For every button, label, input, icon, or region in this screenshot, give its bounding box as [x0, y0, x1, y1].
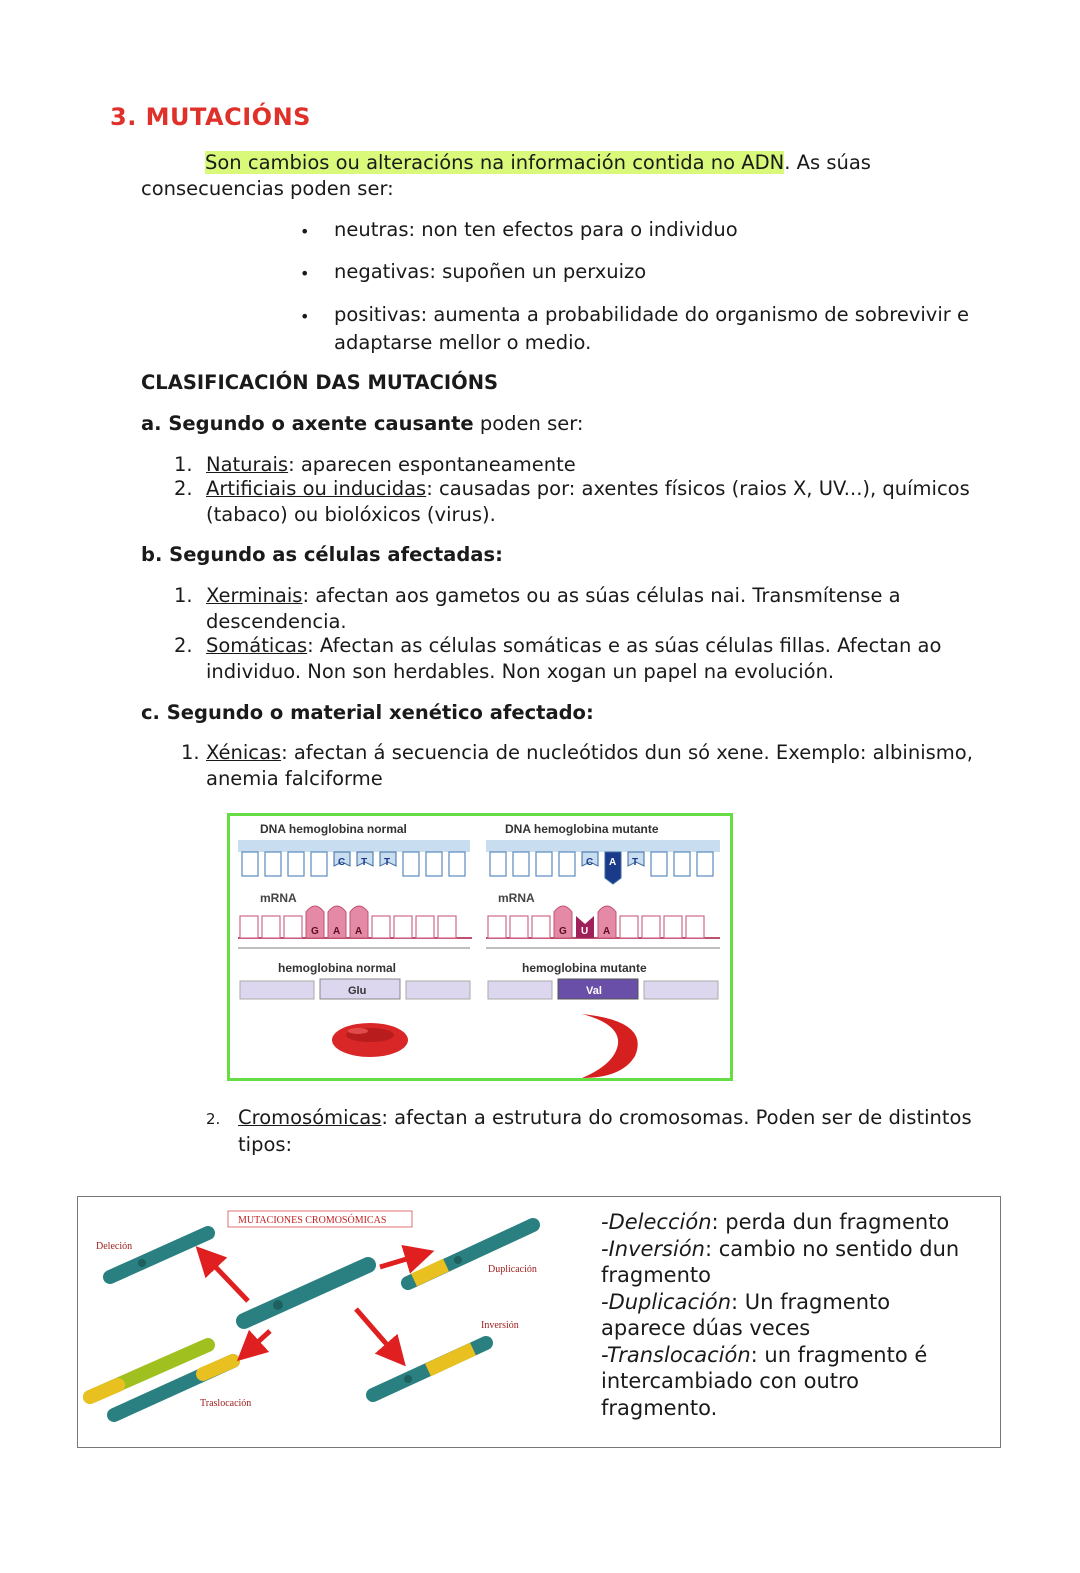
right-aa-label: Val [586, 985, 602, 997]
dna-slot [449, 852, 465, 876]
chromosome-center [244, 1265, 368, 1321]
intro-line-2: consecuencias poden ser: [141, 177, 394, 200]
bullet-icon: • [300, 307, 310, 326]
section-c-item-2-cont: tipos: [238, 1133, 293, 1156]
dna-slot [559, 852, 575, 876]
term-cromosomicas: Cromosómicas [238, 1106, 382, 1129]
section-c-item-1-text [206, 740, 973, 766]
right-protein-label: hemoglobina mutante [522, 961, 647, 975]
mrna-slot [532, 916, 550, 938]
hemoglobin-diagram [230, 816, 730, 1078]
normal-red-cell-shine [348, 1028, 368, 1034]
mrna-slot [510, 916, 528, 938]
section-b-item-1-text [206, 583, 901, 609]
dna-slot [403, 852, 419, 876]
mrna-slot [664, 916, 682, 938]
section-a-heading [141, 411, 584, 437]
right-protein-seg-1 [488, 981, 552, 999]
dna-slot [490, 852, 506, 876]
def-duplication-cont: aparece dúas veces [601, 1316, 811, 1340]
consequence-negative: negativas: supoñen un perxuizo [334, 260, 647, 283]
left-protein-seg-2 [406, 981, 470, 999]
right-dna-slots [490, 852, 713, 884]
left-dna-slots [242, 852, 465, 876]
classification-title: CLASIFICACIÓN DAS MUTACIÓNS [141, 371, 499, 394]
mrna-base-letter: A [333, 926, 341, 937]
mrna-slot [488, 916, 506, 938]
item-text: : Afectan as células somáticas e as súas células fillas. Afectan ao [307, 634, 942, 657]
section-a-item-2-cont: (tabaco) ou biolóxicos (virus). [206, 503, 496, 526]
section-b-item-1-num: 1. [174, 584, 193, 607]
term-naturais: Naturais [206, 453, 289, 476]
intro-rest: . As súas [784, 151, 871, 174]
section-c-item-2-text [238, 1105, 972, 1131]
intro-highlight: Son cambios ou alteracións na información contida no ADN [205, 151, 785, 174]
left-mrna-label: mRNA [260, 891, 297, 905]
chromosome-diagram [78, 1197, 578, 1447]
item-text: : afectan a estrutura do cromosomas. Poden ser de distintos [381, 1106, 972, 1129]
def-inversion-cont: fragmento [601, 1263, 711, 1287]
mrna-slot [372, 916, 390, 938]
def-inversion: -Inversión: cambio no sentido dun [601, 1236, 960, 1261]
bullet-icon: • [300, 222, 310, 241]
right-protein-seg-2 [644, 981, 718, 999]
item-number: 2. [174, 477, 193, 500]
mrna-base-letter: A [603, 926, 611, 937]
chromosome-translocation-yellow [90, 1345, 208, 1397]
left-protein-label: hemoglobina normal [278, 961, 397, 975]
chromosome-deletion [110, 1233, 208, 1277]
dna-slot [288, 852, 304, 876]
left-dna-backbone [238, 840, 470, 852]
mrna-slot [642, 916, 660, 938]
mutation-definitions [601, 1209, 959, 1421]
def-deletion: -Delección: perda dun fragmento [601, 1210, 950, 1234]
item-text: : aparecen espontaneamente [288, 453, 576, 476]
mrna-slot [620, 916, 638, 938]
def-translocation: -Translocación: un fragmento é [601, 1342, 928, 1367]
item-text: : causadas por: axentes físicos (raios X, UV...), químicos [426, 477, 970, 500]
mrna-slot [438, 916, 456, 938]
consequence-positive: positivas: aumenta a probabilidade do organismo de sobrevivir e [334, 303, 969, 326]
mrna-slot [284, 916, 302, 938]
label-deletion: Deleción [96, 1241, 133, 1252]
section-a-item-2-text [206, 476, 970, 502]
hemoglobin-figure [227, 813, 733, 1081]
arrow-deletion [206, 1257, 248, 1301]
item-number: 1. [174, 453, 193, 476]
mrna-slot [686, 916, 704, 938]
right-dna-backbone [486, 840, 720, 852]
chromosomal-mutations-box [77, 1196, 1001, 1448]
right-dna-title: DNA hemoglobina mutante [505, 822, 659, 836]
section-c-item-2-num: 2. [206, 1110, 221, 1128]
dna-slot [697, 852, 713, 876]
section-b-item-2-num: 2. [174, 634, 193, 657]
dna-base-letter: A [609, 857, 617, 868]
section-b-item-2-cont: individuo. Non son herdables. Non xogan un papel na evolución. [206, 660, 835, 683]
dna-base-letter: T [361, 857, 368, 868]
dna-slot [651, 852, 667, 876]
def-translocation-cont: intercambiado con outro [601, 1369, 860, 1393]
section-a-bold: a. Segundo o axente causante [141, 412, 474, 435]
dna-slot [265, 852, 281, 876]
mutations-title: MUTACIONES CROMOSÓMICAS [238, 1215, 387, 1226]
right-mrna-strand [486, 906, 720, 938]
consequence-neutral: neutras: non ten efectos para o individuo [334, 218, 738, 241]
dna-slot [674, 852, 690, 876]
arrow-inversion [356, 1309, 396, 1355]
term-artificiais: Artificiais ou inducidas [206, 477, 427, 500]
dna-slot [513, 852, 529, 876]
item-text: : afectan á secuencia de nucleótidos dun só xene. Exemplo: albinismo, [281, 741, 973, 764]
mrna-slot [240, 916, 258, 938]
term-xerminais: Xerminais [206, 584, 303, 607]
mrna-slot [262, 916, 280, 938]
section-a-item-1-text [206, 452, 576, 478]
dna-base-letter: C [338, 857, 346, 868]
section-b-item-2-text [206, 633, 941, 659]
intro-line-1 [205, 150, 871, 176]
term-xenicas: Xénicas [206, 741, 282, 764]
bullet-icon: • [300, 264, 310, 283]
dna-base-letter: T [384, 857, 391, 868]
section-title: 3. MUTACIÓNS [110, 103, 311, 131]
section-b-heading: b. Segundo as células afectadas: [141, 543, 503, 566]
dna-slot [426, 852, 442, 876]
section-a-item-2 [174, 476, 193, 502]
label-duplication: Duplicación [488, 1264, 537, 1275]
dna-slot [311, 852, 327, 876]
section-c-heading: c. Segundo o material xenético afectado: [141, 701, 594, 724]
term-somaticas: Somáticas [206, 634, 308, 657]
def-translocation-cont-2: fragmento. [601, 1395, 718, 1420]
mrna-base-letter: A [355, 926, 363, 937]
item-text: : afectan aos gametos ou as súas células nai. Transmítense a [302, 584, 901, 607]
arrow-duplication [380, 1255, 420, 1267]
mrna-base-letter: G [311, 926, 319, 937]
dna-base-letter: C [586, 857, 594, 868]
dna-base-letter: T [632, 857, 639, 868]
right-mrna-label: mRNA [498, 891, 535, 905]
left-protein-seg-1 [240, 981, 314, 999]
mrna-slot [416, 916, 434, 938]
left-aa-label: Glu [348, 985, 367, 997]
left-mrna-strand [238, 906, 472, 938]
consequence-positive-cont: adaptarse mellor o medio. [334, 331, 592, 354]
label-translocation: Traslocación [200, 1398, 252, 1409]
dna-slot [242, 852, 258, 876]
mrna-slot [394, 916, 412, 938]
dna-slot [536, 852, 552, 876]
mrna-base-letter: U [581, 926, 589, 937]
section-c-item-1-cont: anemia falciforme [206, 767, 383, 790]
section-b-item-1-cont: descendencia. [206, 610, 347, 633]
arrow-translocation [248, 1331, 270, 1351]
sickle-cell [582, 1014, 638, 1078]
section-c-item-1-num: 1. [181, 741, 200, 764]
label-inversion: Inversión [481, 1320, 519, 1331]
def-duplication: -Duplicación: Un fragmento [601, 1289, 891, 1314]
section-a-item-1 [174, 452, 193, 478]
section-a-rest: poden ser: [473, 412, 584, 435]
mrna-base-letter: G [559, 926, 567, 937]
left-dna-title: DNA hemoglobina normal [260, 822, 407, 836]
